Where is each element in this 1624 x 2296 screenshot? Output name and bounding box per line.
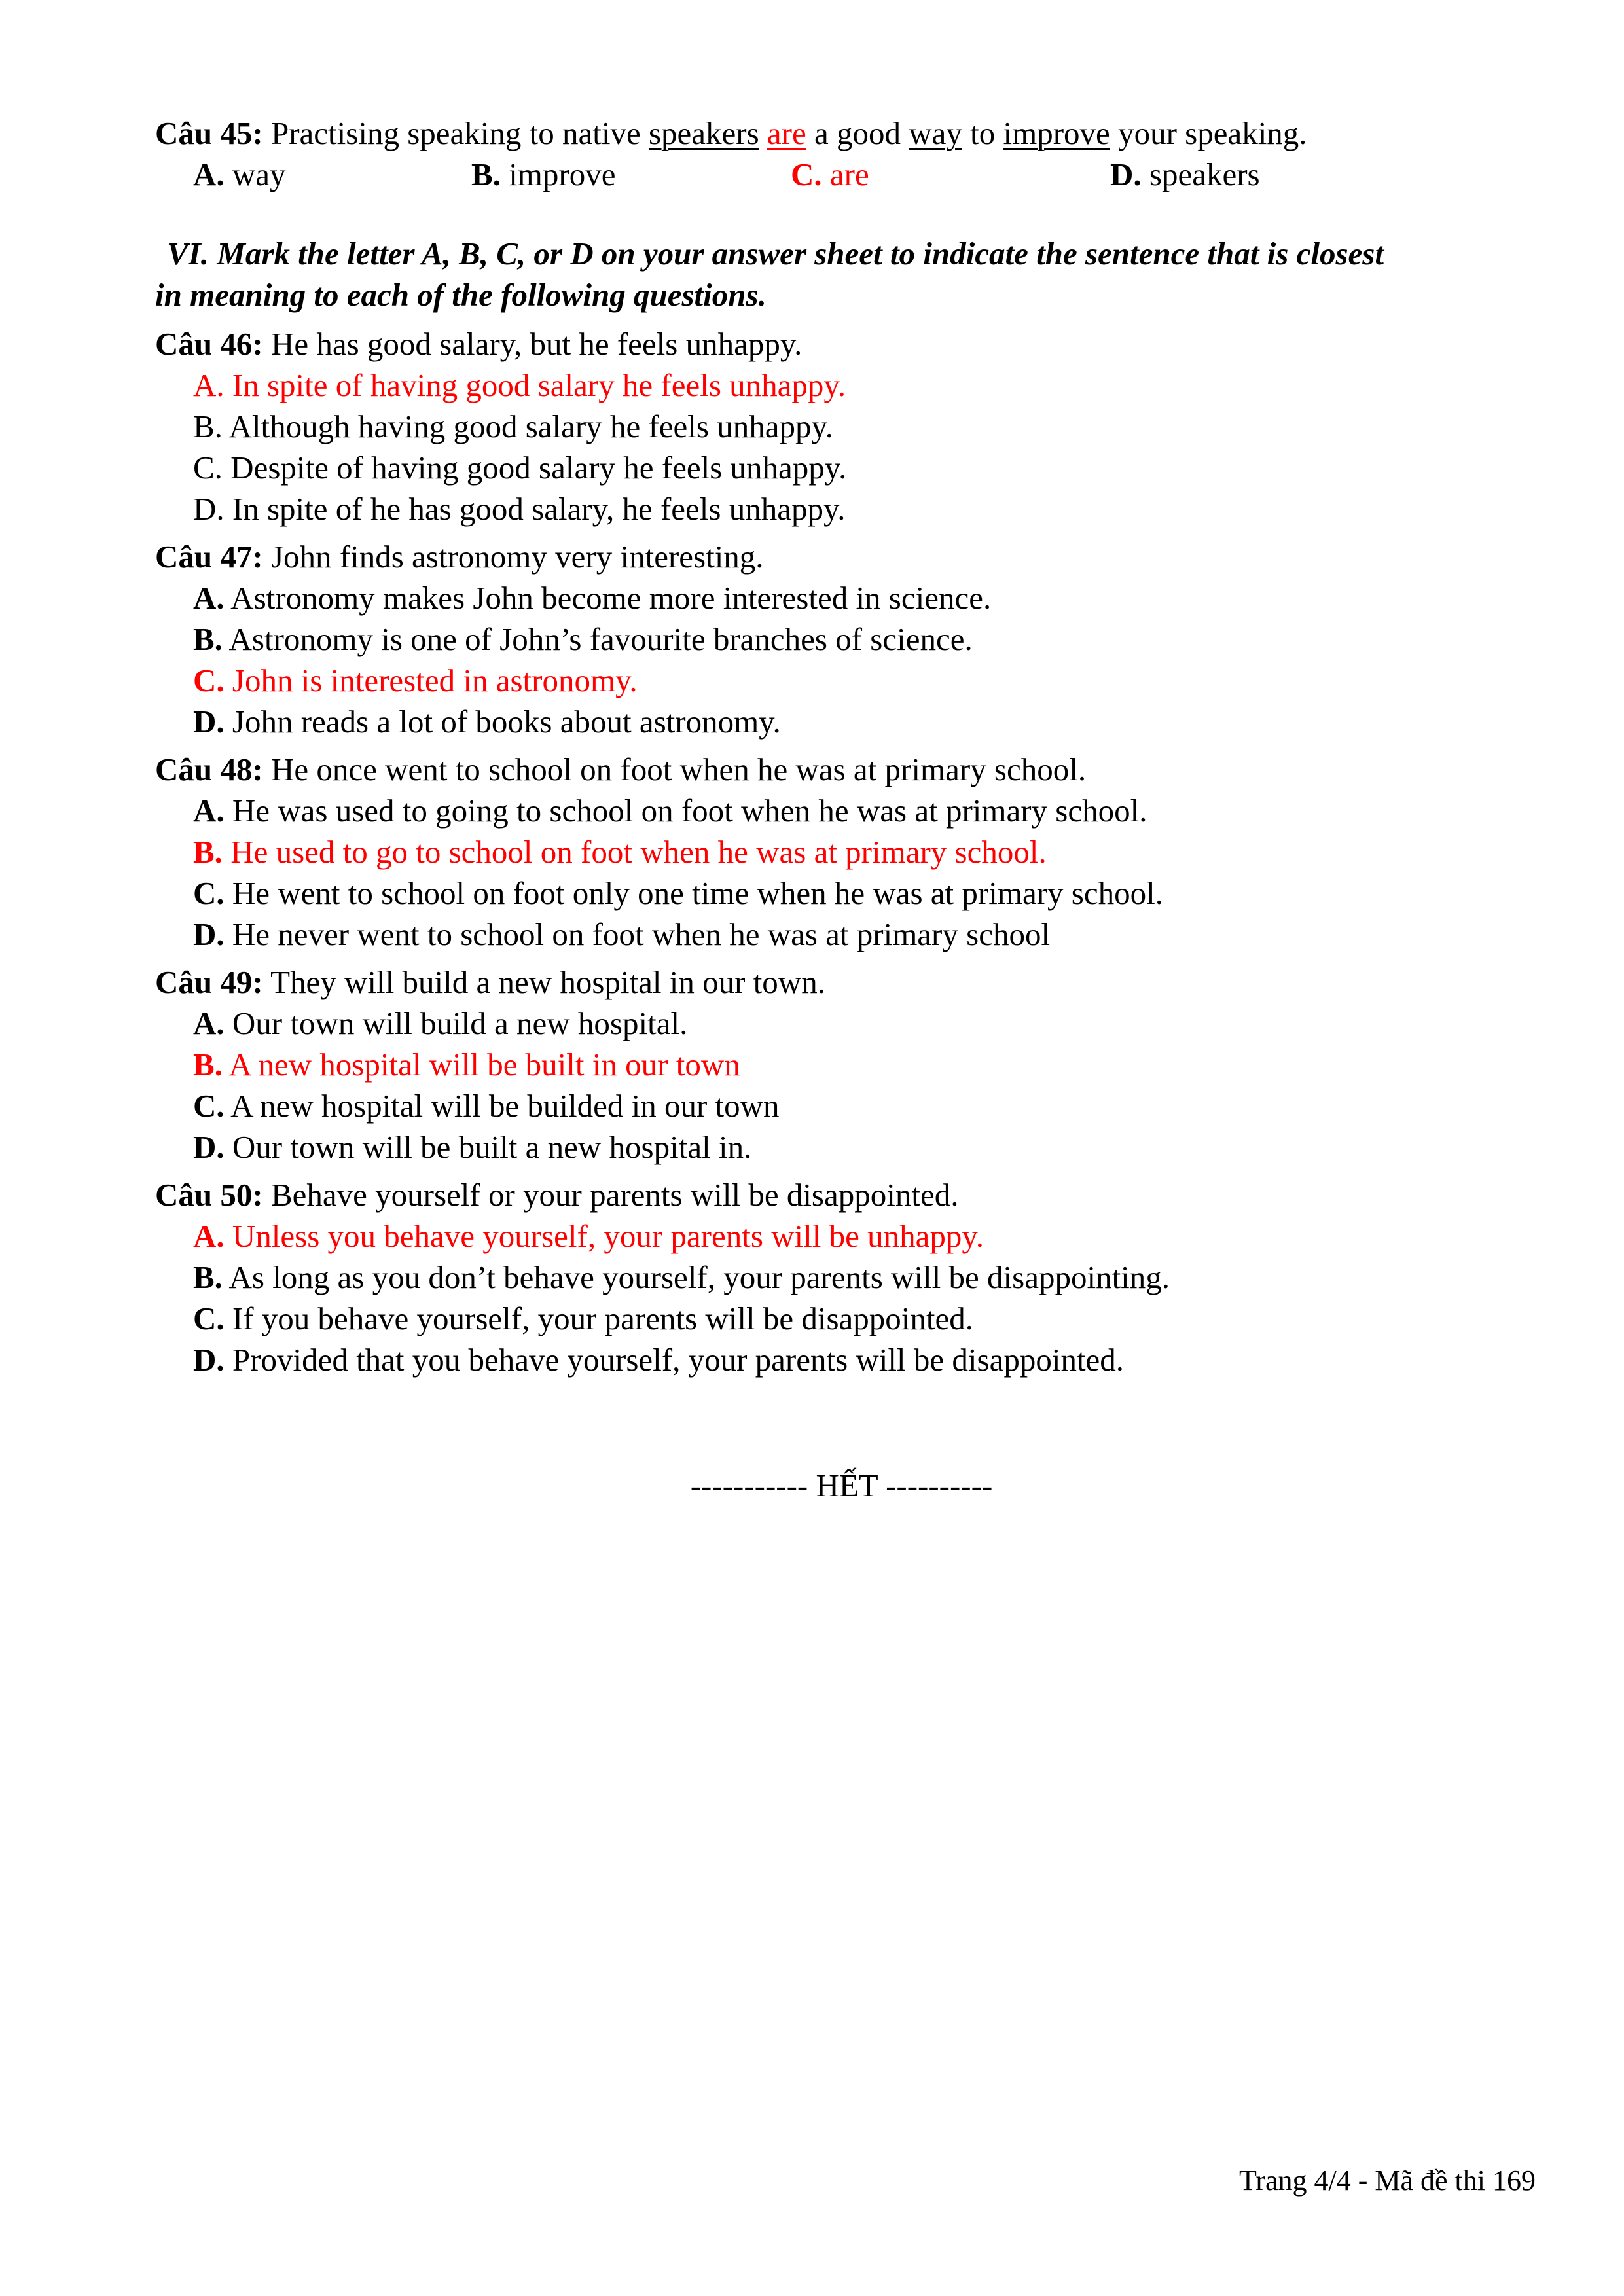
question-47-label: Câu 47: [155, 539, 263, 575]
end-of-exam-marker: ----------- HẾT ---------- [690, 1467, 993, 1503]
q45-underlined-way: way [909, 115, 962, 151]
q47-option-a [155, 577, 1530, 619]
q49-option-b-correct [155, 1044, 1530, 1085]
option-text: John is interested in astronomy. [224, 662, 638, 698]
question-49-text: They will build a new hospital in our town. [262, 964, 825, 1000]
question-50-stem [155, 1174, 1530, 1215]
option-text: way [224, 156, 286, 192]
option-letter: D. [193, 916, 225, 952]
q45-text-5: your speaking. [1110, 115, 1307, 151]
option-text: Provided that you behave yourself, your parents will be disappointed. [224, 1342, 1125, 1378]
q46-option-d: D. In spite of he has good salary, he feels unhappy. [193, 491, 846, 527]
question-47-stem [155, 536, 1530, 577]
option-text: Astronomy is one of John’s favourite branches of science. [222, 621, 973, 657]
option-text: improve [500, 156, 616, 192]
question-49 [155, 961, 1530, 1168]
option-text: He never went to school on foot when he was at primary school [224, 916, 1051, 952]
q45-text-3: a good [806, 115, 909, 151]
q45-option-a [155, 154, 471, 195]
option-text: Our town will build a new hospital. [224, 1005, 688, 1041]
q45-option-b [471, 154, 791, 195]
option-text: As long as you don’t behave yourself, your parents will be disappointing. [222, 1259, 1170, 1295]
question-45-stem [155, 113, 1530, 154]
option-letter: C. [193, 662, 225, 698]
question-49-label: Câu 49: [155, 964, 263, 1000]
option-letter: B. [193, 621, 223, 657]
q48-option-b-correct [155, 831, 1530, 872]
question-48-stem [155, 749, 1530, 790]
q45-underlined-improve: improve [1003, 115, 1110, 151]
question-47 [155, 536, 1530, 742]
q47-option-b [155, 619, 1530, 660]
question-45-options [155, 154, 1530, 195]
q50-option-d [155, 1339, 1530, 1380]
option-letter: A. [193, 580, 225, 616]
q48-option-a [155, 790, 1530, 831]
section-vi-line-2: in meaning to each of the following questions. [155, 277, 767, 313]
option-letter: D. [193, 704, 225, 740]
q46-option-a-correct: A. In spite of having good salary he feels unhappy. [193, 367, 846, 403]
option-letter: B. [471, 156, 501, 192]
question-46-stem [155, 323, 1530, 365]
q48-option-d [155, 914, 1530, 955]
section-vi-line-1: VI. Mark the letter A, B, C, or D on your answer sheet to indicate the sentence that is closest [167, 236, 1384, 272]
option-text: If you behave yourself, your parents will be disappointed. [224, 1300, 974, 1336]
question-48 [155, 749, 1530, 955]
q45-option-d [1110, 154, 1260, 195]
option-letter: D. [1110, 156, 1142, 192]
q48-option-c [155, 872, 1530, 914]
section-vi-heading [155, 233, 1528, 315]
option-text: Our town will be built a new hospital in. [224, 1129, 752, 1165]
q45-text-4: to [962, 115, 1003, 151]
q50-option-b [155, 1257, 1530, 1298]
exam-content [155, 113, 1530, 1380]
question-46 [155, 323, 1530, 529]
option-letter: C. [791, 156, 822, 192]
option-letter: B. [193, 834, 223, 870]
q46-option-c: C. Despite of having good salary he feels unhappy. [193, 450, 847, 486]
question-46-label: Câu 46: [155, 326, 263, 362]
q46-option-b: B. Although having good salary he feels unhappy. [193, 408, 834, 444]
question-47-text: John finds astronomy very interesting. [262, 539, 764, 575]
q49-option-c [155, 1085, 1530, 1126]
option-letter: C. [193, 1300, 225, 1336]
option-text: A new hospital will be builded in our town [224, 1088, 780, 1124]
option-letter: D. [193, 1342, 225, 1378]
option-letter: A. [193, 156, 225, 192]
question-49-stem [155, 961, 1530, 1003]
option-letter: A. [193, 793, 225, 829]
option-letter: D. [193, 1129, 225, 1165]
question-45-label: Câu 45: [155, 115, 263, 151]
q45-option-c-correct [791, 154, 1110, 195]
question-46-text: He has good salary, but he feels unhappy. [262, 326, 803, 362]
q45-text-2 [759, 115, 767, 151]
q49-option-a [155, 1003, 1530, 1044]
option-text: Astronomy makes John become more interested in science. [224, 580, 992, 616]
q49-option-d [155, 1126, 1530, 1168]
q50-option-c [155, 1298, 1530, 1339]
option-text: He was used to going to school on foot when he was at primary school. [224, 793, 1147, 829]
page-footer: Trang 4/4 - Mã đề thi 169 [1238, 2164, 1536, 2197]
option-text: A new hospital will be built in our town [222, 1047, 740, 1083]
q50-option-a-correct [155, 1215, 1530, 1257]
option-text: He went to school on foot only one time when he was at primary school. [224, 875, 1163, 911]
option-letter: B. [193, 1259, 223, 1295]
q47-option-d [155, 701, 1530, 742]
option-letter: C. [193, 1088, 225, 1124]
question-48-text: He once went to school on foot when he was at primary school. [262, 751, 1087, 787]
option-letter: A. [193, 1218, 225, 1254]
option-text: John reads a lot of books about astronomy. [224, 704, 781, 740]
option-letter: B. [193, 1047, 223, 1083]
option-text: speakers [1141, 156, 1260, 192]
option-text: He used to go to school on foot when he was at primary school. [222, 834, 1047, 870]
question-48-label: Câu 48: [155, 751, 263, 787]
q45-underlined-are: are [767, 115, 806, 151]
q45-text-1: Practising speaking to native [262, 115, 649, 151]
option-letter: A. [193, 1005, 225, 1041]
option-text: Unless you behave yourself, your parents will be unhappy. [224, 1218, 984, 1254]
q45-underlined-speakers: speakers [648, 115, 759, 151]
question-50-text: Behave yourself or your parents will be disappointed. [262, 1177, 959, 1213]
question-50-label: Câu 50: [155, 1177, 263, 1213]
option-letter: C. [193, 875, 225, 911]
q47-option-c-correct [155, 660, 1530, 701]
question-50 [155, 1174, 1530, 1380]
option-text: are [821, 156, 869, 192]
